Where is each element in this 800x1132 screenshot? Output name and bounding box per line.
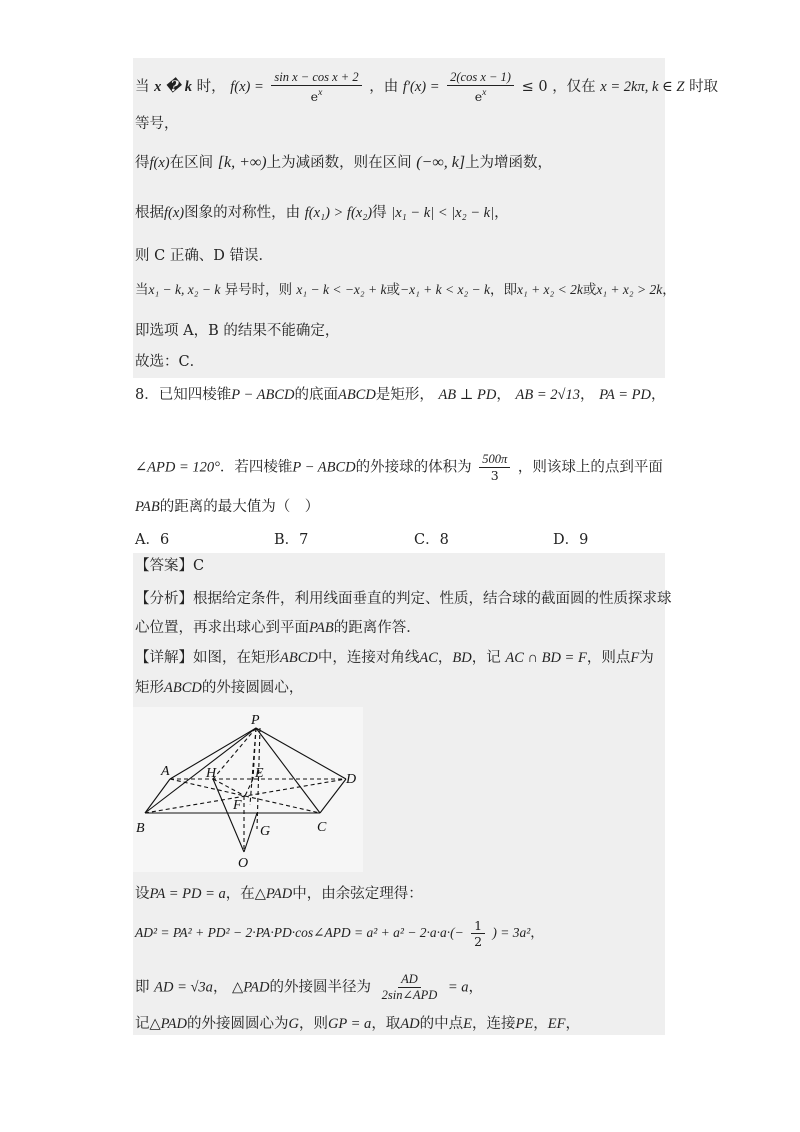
derivation-line-1: 设PA = PD = a，在△PAD中，由余弦定理得： xyxy=(135,886,423,902)
option-d: D．9 xyxy=(553,532,589,548)
s1-line-3: 得f(x)在区间 [k, +∞)上为减函数，则在区间 (−∞, k]上为增函数， xyxy=(135,154,553,171)
s1-line-5: 则 C 正确、D 错误． xyxy=(135,248,274,264)
option-c: C．8 xyxy=(414,532,449,548)
option-b: B．7 xyxy=(274,532,309,548)
fraction-volume: $\frac{500\pi}{3}$ xyxy=(479,452,510,483)
q8-line-2: ∠APD = 120°．若四棱锥P − ABCD的外接球的体积为 $\frac{500\pi}{3}$ ，则该球上的点到平面 xyxy=(135,452,663,483)
analysis-line-2: 心位置，再求出球心到平面PAB的距离作答． xyxy=(135,620,421,636)
s1-line-6: 当x₁ − k, x₂ − k 异号时，则 x₁ − k < −x₂ + k或−x₁ + k < x₂ − k，即x₁ + x₂ < 2k或x₁ + x₂ > 2k， xyxy=(135,282,676,298)
label-h: H xyxy=(206,766,217,781)
q8-line-1: 8．已知四棱锥P − ABCD的底面ABCD是矩形， AB ⊥ PD， AB = 2√13， PA = PD， xyxy=(135,387,666,403)
fraction-half: $\frac{1}{2}$ xyxy=(471,918,485,949)
pyramid-diagram xyxy=(133,707,363,872)
s1-line-7: 即选项 A，B 的结果不能确定， xyxy=(135,323,340,339)
s1-line-2: 等号， xyxy=(135,116,179,132)
pyramid-figure xyxy=(133,707,363,872)
label-c: C xyxy=(317,820,327,835)
label-d: D xyxy=(346,772,357,787)
derivation-line-4: 记△PAD的外接圆圆心为G，则GP = a，取AD的中点E，连接PE，EF， xyxy=(135,1016,580,1032)
fraction-radius: $\frac{AD}{\text{2sin∠APD}}$ xyxy=(381,972,438,1002)
option-a: A．6 xyxy=(135,532,170,548)
fraction-fprime: $\frac{\text{2(cos x − 1)}}{e^x}$ xyxy=(447,70,514,104)
q8-line-3: PAB的距离的最大值为（ ） xyxy=(135,499,320,515)
label-f: F xyxy=(233,798,242,813)
s1-line-1: 当 x � k 时， f(x) = $\frac{\text{sin x − cos x + 2}}{e^x}$ ，由 f′(x) = $\frac{\text{2(cos x − 1)}}{e^x}$ ≤ 0 ，仅在 x = 2kπ, k ∈ Z 时取 xyxy=(135,70,719,104)
label-b: B xyxy=(136,821,145,836)
analysis-line-1: 【分析】根据给定条件，利用线面垂直的判定、性质，结合球的截面圆的性质探求球 xyxy=(135,591,672,607)
label-a: A xyxy=(161,764,170,779)
detail-line-1: 【详解】如图，在矩形ABCD中，连接对角线AC，BD，记 AC ∩ BD = F，则点F为 xyxy=(135,650,654,666)
label-e: E xyxy=(255,766,264,781)
label-g: G xyxy=(260,824,271,839)
fraction-f: $\frac{\text{sin x − cos x + 2}}{e^x}$ xyxy=(271,70,361,104)
derivation-line-2: AD² = PA² + PD² − 2·PA·PD·cos∠APD = a² + a² − 2·a·a·(− $\frac{1}{2}$ ) = 3a²， xyxy=(135,918,544,949)
derivation-line-3: 即 AD = √3a， △PAD的外接圆半径为 $\frac{AD}{\text{2sin∠APD}}$ = a， xyxy=(135,972,484,1002)
s1-line-8: 故选：C． xyxy=(135,354,205,370)
label-o: O xyxy=(238,856,249,871)
answer-line: 【答案】C xyxy=(135,558,205,574)
detail-line-2: 矩形ABCD的外接圆圆心， xyxy=(135,680,304,696)
s1-line-4: 根据f(x)图象的对称性，由 f(x₁) > f(x₂)得 |x₁ − k| < |x₂ − k|， xyxy=(135,205,509,221)
label-p: P xyxy=(251,713,260,728)
